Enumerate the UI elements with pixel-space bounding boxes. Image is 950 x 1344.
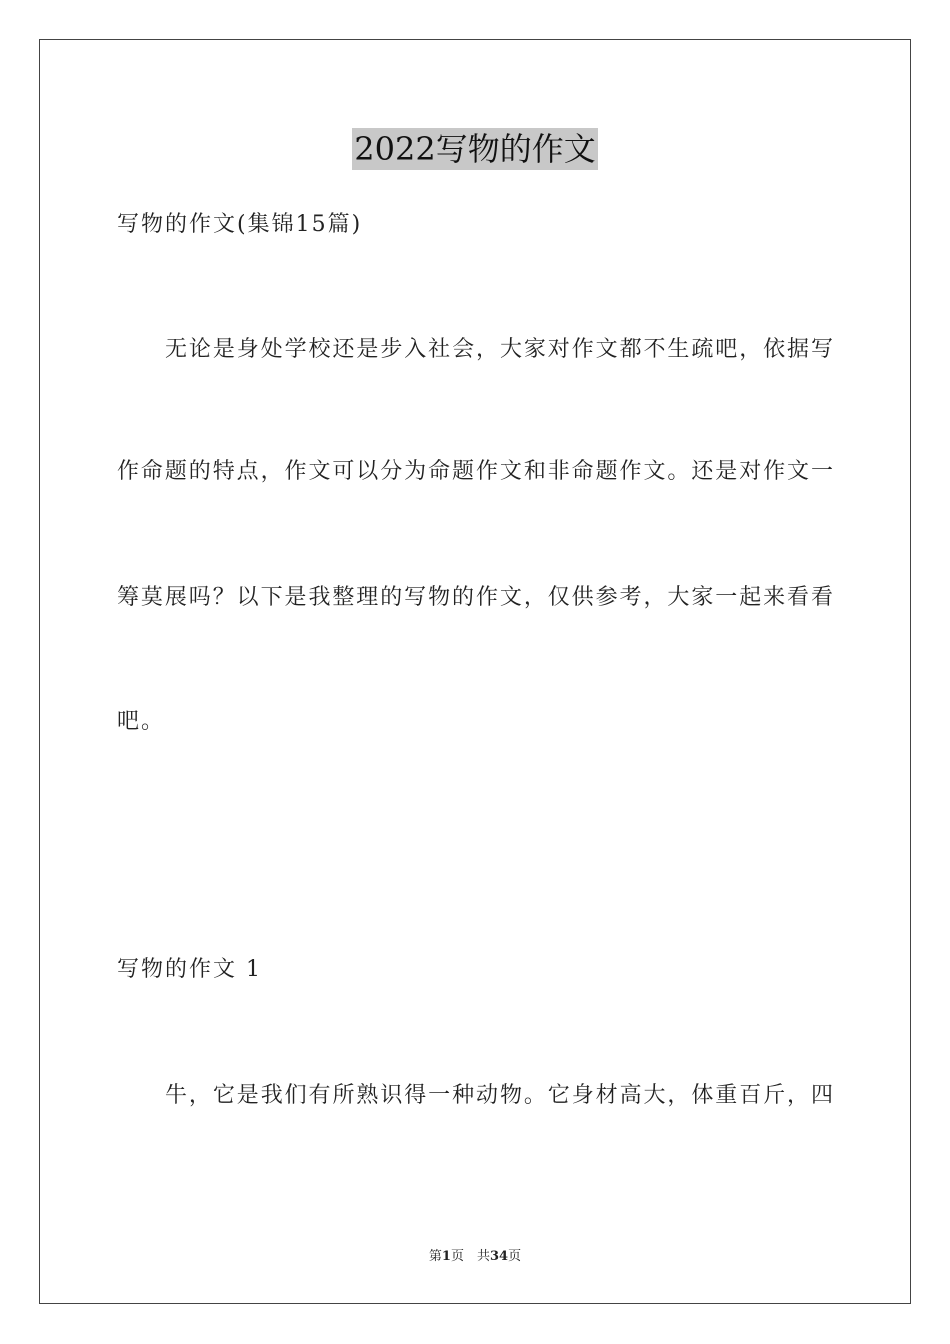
footer-label-mid: 页 共: [450, 1249, 490, 1264]
section-line-1: 牛，它是我们有所熟识得一种动物。它身材高大，体重百斤，四: [165, 1083, 833, 1108]
title-container: [0, 128, 950, 170]
footer-label-post: 页: [508, 1249, 522, 1264]
intro-line-4: 吧。: [117, 709, 166, 734]
document-subtitle: 写物的作文(集锦15篇): [117, 212, 363, 237]
footer-label-pre: 第: [428, 1249, 442, 1264]
intro-line-2: 作命题的特点，作文可以分为命题作文和非命题作文。还是对作文一: [117, 459, 833, 484]
footer-page-total: 34: [489, 1249, 509, 1264]
document-title: 2022写物的作文: [354, 130, 596, 168]
intro-line-3: 筹莫展吗？以下是我整理的写物的作文，仅供参考，大家一起来看看: [117, 585, 833, 610]
footer-page-current: 1: [441, 1249, 451, 1264]
intro-line-1: 无论是身处学校还是步入社会，大家对作文都不生疏吧，依据写: [165, 337, 833, 362]
page-footer: [0, 1248, 950, 1266]
section-heading: 写物的作文 1: [117, 957, 262, 982]
